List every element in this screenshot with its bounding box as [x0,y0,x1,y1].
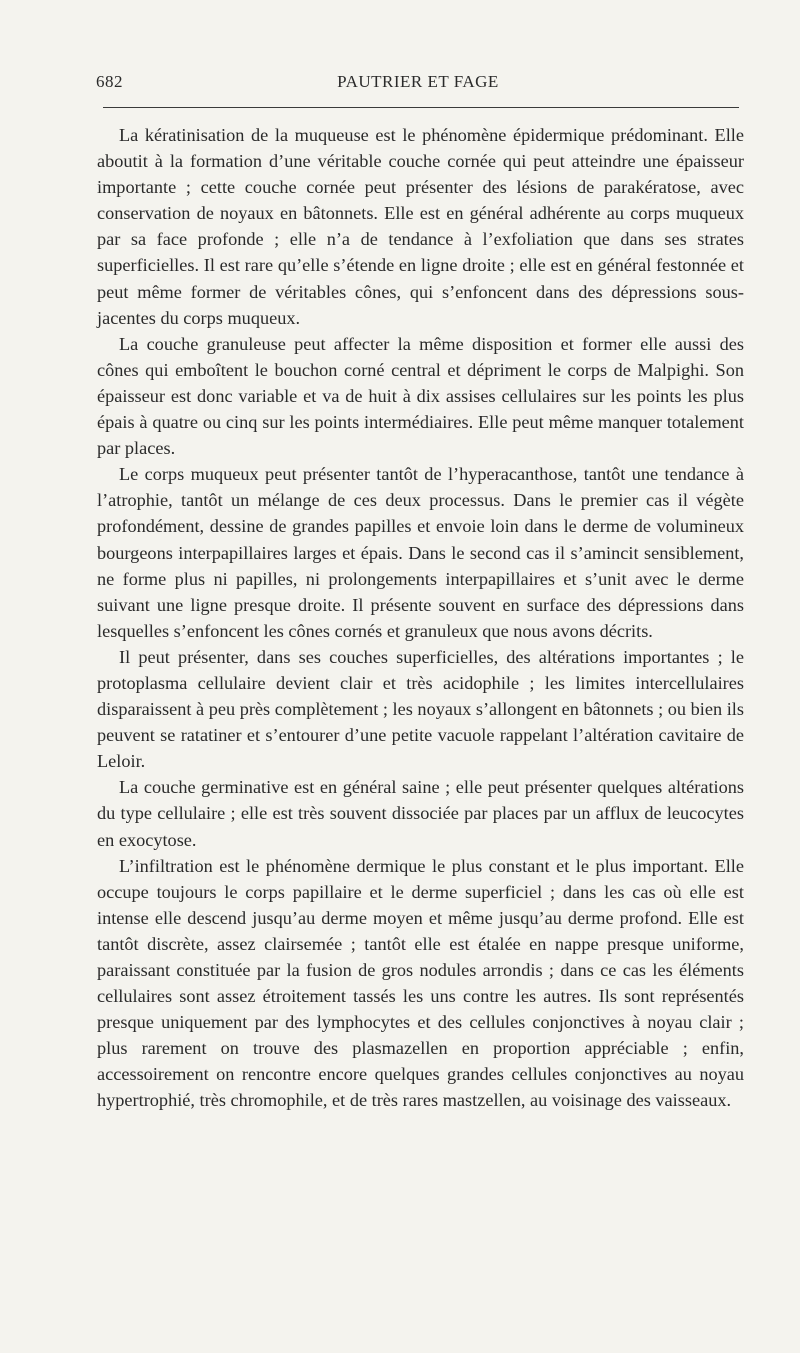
paragraph-corps-muqueux: Le corps muqueux peut présenter tantôt de l’hyperacanthose, tantôt une tendance à l’atrophie, tantôt un mélange de ces deux processus. Dans le premier cas il végète profondément, dessine de grandes papilles et envoie loin dans le derme de volumineux bourgeons interpapillaires larges et épais. Dans le second cas il s’amincit sensiblement, ne forme plus ni papilles, ni prolongements interpapillaires et s’unit avec le derme suivant une ligne presque droite. Il présente souvent en surface des dépressions dans lesquelles s’enfoncent les cônes cornés et granuleux que nous avons décrits. [97,464,744,641]
paragraph-keratinisation: La kératinisation de la muqueuse est le phénomène épidermique prédominant. Elle aboutit à la formation d’une véritable couche cornée qui peut atteindre une épaisseur importante ; cette couche cornée peut présenter des lésions de parakératose, avec conservation de noyaux en bâtonnets. Elle est en général adhérente au corps muqueux par sa face profonde ; elle n’a de tendance à l’exfoliation que dans ses strates superficielles. Il est rare qu’elle s’étende en ligne droite ; elle est en général festonnée et peut même former de véritables cônes, qui s’enfoncent dans des dépressions sous-jacentes du corps muqueux. [97,125,744,328]
paragraph-couche-granuleuse: La couche granuleuse peut affecter la même disposition et former elle aussi des cônes qui emboîtent le bouchon corné central et dépriment le corps de Malpighi. Son épaisseur est donc variable et va de huit à dix assises cellulaires sur les points les plus épais à quatre ou cinq sur les points intermédiaires. Elle peut même manquer totalement par places. [97,333,744,459]
body-text [97,122,744,1114]
page-header [96,72,740,100]
running-title: PAUTRIER ET FAGE [337,72,499,91]
header-divider [103,107,739,108]
page-number: 682 [96,72,123,91]
paragraph-infiltration: L’infiltration est le phénomène dermique le plus constant et le plus important. Elle occupe toujours le corps papillaire et le derme superficiel ; dans les cas où elle est intense elle descend jusqu’au derme moyen et même jusqu’au derme profond. Elle est tantôt discrète, assez clairsemée ; tantôt elle est étalée en nappe presque uniforme, paraissant constituée par la fusion de gros nodules arrondis ; dans ce cas les éléments cellulaires sont assez étroitement tassés les uns contre les autres. Ils sont représentés presque uniquement par des lymphocytes et des cellules conjonctives à noyau clair ; plus rarement on trouve des plasmazellen en proportion appréciable ; enfin, accessoirement on rencontre encore quelques grandes cellules conjonctives au noyau hypertrophié, très chromophile, et de très rares mastzellen, au voisinage des vaisseaux. [97,855,744,1111]
paragraph-alterations: Il peut présenter, dans ses couches superficielles, des altérations importantes ; le protoplasma cellulaire devient clair et très acidophile ; les limites intercellulaires disparaissent à peu près complètement ; les noyaux s’allongent en bâtonnets ; ou bien ils peuvent se ratatiner et s’entourer d’une petite vacuole rappelant l’altération cavitaire de Leloir. [97,646,744,772]
paragraph-couche-germinative: La couche germinative est en général saine ; elle peut présenter quelques altérations du type cellulaire ; elle est très souvent dissociée par places par un afflux de leucocytes en exocytose. [97,777,744,850]
